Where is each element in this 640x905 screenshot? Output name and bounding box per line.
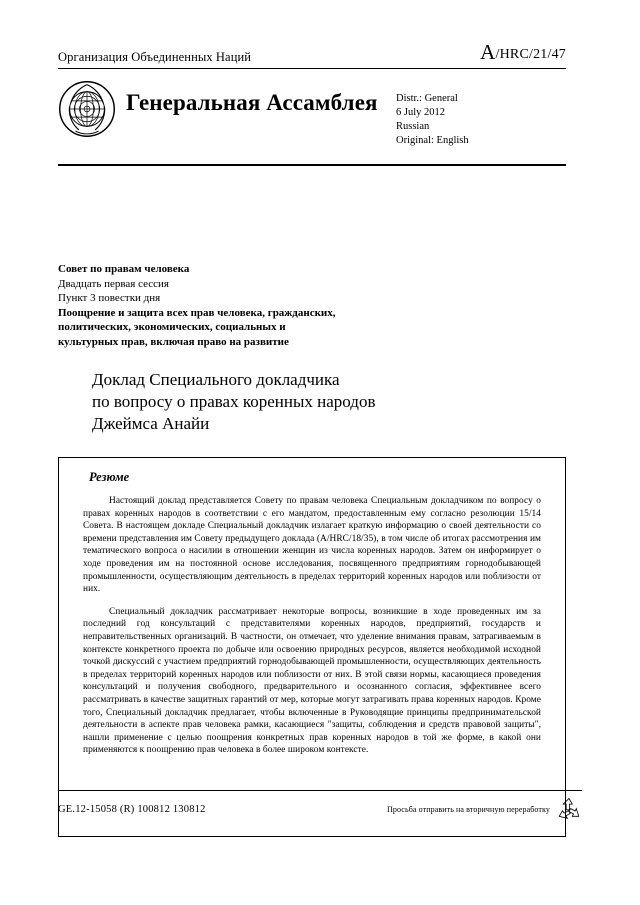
council-agenda-item: Пункт 3 повестки дня: [58, 292, 161, 304]
distribution-line-1: Distr.: General: [396, 93, 458, 104]
page-footer: [58, 796, 582, 822]
council-name: Совет по правам человека: [58, 263, 190, 275]
document-symbol: [480, 40, 566, 65]
council-block: [58, 262, 566, 349]
distribution-line-3: Russian: [396, 121, 430, 132]
council-agenda-title-2: политических, экономических, социальных и: [58, 321, 286, 333]
distribution-line-2: 6 July 2012: [396, 107, 446, 118]
recycle-icon: [556, 796, 582, 822]
distribution-line-4: Original: English: [396, 135, 469, 146]
recycle-notice: [387, 796, 582, 822]
organization-name: Организация Объединенных Наций: [58, 50, 252, 64]
summary-label: Резюме: [89, 470, 130, 484]
council-agenda-title-1: Поощрение и защита всех прав человека, гражданских,: [58, 306, 336, 319]
report-title-line-1: Доклад Специального докладчика: [92, 370, 340, 389]
document-sheet: [58, 40, 566, 837]
distribution-info: [396, 78, 566, 148]
report-title-line-2: по вопросу о правах коренных народов: [92, 392, 376, 411]
general-assembly-title: Генеральная Ассамблея: [126, 90, 378, 115]
masthead-body: [58, 69, 566, 166]
council-session: Двадцать первая сессия: [58, 277, 169, 290]
summary-box: [58, 457, 566, 837]
job-number: GE.12-15058 (R) 100812 130812: [58, 803, 206, 815]
document-symbol-suffix: /HRC/21/47: [495, 47, 566, 62]
summary-paragraph-1: Настоящий доклад представляется Совету по правам человека Специальным докладчиком по вопросу о правах коренных народов в соответствии с его мандатом, предоставленным ему согласно резолюции 15/14 Совета. В настоящем докладе Специальный докладчик излагает краткую информацию о своей деятельности со времени представления им Совету предыдущего доклада (A/HRC/18/35), в том числе об итогах рассмотрения им тематического вопроса о насилии в отношении женщин из числа коренных народов. Затем он информирует о ходе проведения им на постоянной основе исследования, посвященного предприятиям горнодобывающей промышленности, осуществляющим деятельность в пределах территорий коренных народов или поблизости от них.: [83, 496, 541, 595]
recycle-text: Просьба отправить на вторичную переработку: [387, 804, 550, 814]
report-title: [92, 369, 566, 435]
summary-paragraph-2: Специальный докладчик рассматривает некоторые вопросы, возникшие в ходе проведенных им за последний год консультаций с представителями коренных народов, предприятий, государств и неправительственных организаций. В частности, он отмечает, что уделение внимания правам, затрагиваемым в контексте конкретного проекта по добыче или освоению природных ресурсов, является необходимой исходной точкой дискуссий с участием предприятий горнодобывающей промышленности, осуществляющих деятельность в пределах территорий коренных народов или поблизости от них. В этой связи нормы, касающиеся проведения консультаций и получения свободного, предварительного и осознанного согласия, эффективнее всего рассматривать в качестве защитных гарантий от мер, которые могут затрагивать права коренных народов. Кроме того, Специальный докладчик предлагает, чтобы включенные в Руководящие принципы предпринимательской деятельности в аспекте прав человека рамки, касающиеся "защиты, соблюдения и средств правовой защиты", нашли применение с целью поощрения конкретных прав коренных народов в той же форме, в какой они применяются к поощрению прав человека в более широком контексте.: [83, 606, 541, 756]
footer-rule: [58, 790, 582, 791]
report-title-line-3: Джеймса Анайи: [92, 414, 210, 433]
document-symbol-prefix: A: [480, 40, 496, 64]
masthead-top: [58, 40, 566, 69]
council-agenda-title-3: культурных прав, включая право на развитие: [58, 335, 289, 348]
un-emblem-icon: [58, 80, 116, 138]
